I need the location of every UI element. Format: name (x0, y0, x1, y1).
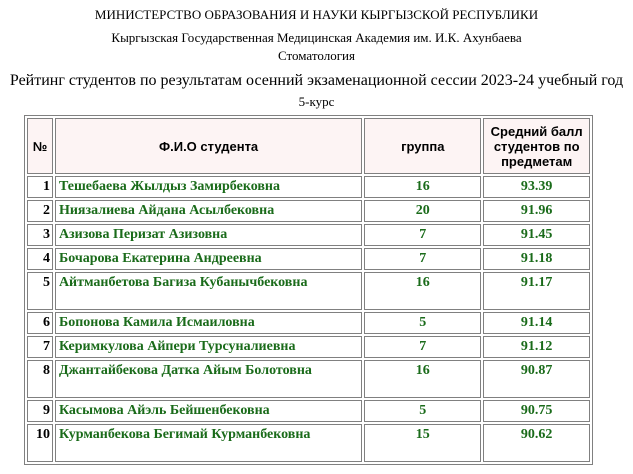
row-number: 2 (27, 200, 53, 222)
student-name: Касымова Айэль Бейшенбековна (55, 400, 362, 422)
student-score: 91.12 (483, 336, 590, 358)
faculty-title: Стоматология (278, 48, 355, 63)
rating-table (24, 115, 593, 465)
student-group: 15 (364, 424, 481, 462)
table-row (27, 424, 590, 462)
col-number-header: № (27, 118, 53, 174)
student-score: 91.96 (483, 200, 590, 222)
table-row (27, 224, 590, 246)
student-name: Айтманбетова Багиза Кубанычбековна (55, 272, 362, 310)
student-score: 90.75 (483, 400, 590, 422)
row-number: 1 (27, 176, 53, 198)
student-name: Керимкулова Айпери Турсуналиевна (55, 336, 362, 358)
ministry-title: МИНИСТЕРСТВО ОБРАЗОВАНИЯ И НАУКИ КЫРГЫЗСКОЙ РЕСПУБЛИКИ (94, 7, 539, 22)
student-name: Тешебаева Жылдыз Замирбековна (55, 176, 362, 198)
table-row (27, 312, 590, 334)
rating-title: Рейтинг студентов по результатам осенний экзаменационной сессии 2023-24 учебный год (9, 72, 624, 89)
student-name: Азизова Перизат Азизовна (55, 224, 362, 246)
student-score: 91.45 (483, 224, 590, 246)
row-number: 10 (27, 424, 53, 462)
student-group: 7 (364, 336, 481, 358)
student-group: 16 (364, 176, 481, 198)
table-row (27, 200, 590, 222)
table-row (27, 400, 590, 422)
row-number: 5 (27, 272, 53, 310)
student-group: 5 (364, 400, 481, 422)
student-score: 91.14 (483, 312, 590, 334)
student-group: 7 (364, 224, 481, 246)
row-number: 4 (27, 248, 53, 270)
row-number: 8 (27, 360, 53, 398)
student-group: 16 (364, 360, 481, 398)
student-name: Бочарова Екатерина Андреевна (55, 248, 362, 270)
row-number: 7 (27, 336, 53, 358)
student-score: 90.87 (483, 360, 590, 398)
academy-title: Кыргызская Государственная Медицинская Академия им. И.К. Ахунбаева (111, 30, 522, 45)
row-number: 3 (27, 224, 53, 246)
student-name: Джантайбекова Датка Айым Болотовна (55, 360, 362, 398)
student-group: 20 (364, 200, 481, 222)
student-name: Ниязалиева Айдана Асылбековна (55, 200, 362, 222)
table-row (27, 360, 590, 398)
col-name-header: Ф.И.О студента (55, 118, 362, 174)
student-group: 7 (364, 248, 481, 270)
student-score: 90.62 (483, 424, 590, 462)
student-group: 16 (364, 272, 481, 310)
student-score: 93.39 (483, 176, 590, 198)
table-header-row (27, 118, 590, 174)
row-number: 9 (27, 400, 53, 422)
row-number: 6 (27, 312, 53, 334)
student-name: Бопонова Камила Исмаиловна (55, 312, 362, 334)
table-row (27, 176, 590, 198)
table-row (27, 336, 590, 358)
table-row (27, 248, 590, 270)
student-score: 91.18 (483, 248, 590, 270)
table-row (27, 272, 590, 310)
student-name: Курманбекова Бегимай Курманбековна (55, 424, 362, 462)
col-group-header: группа (364, 118, 481, 174)
student-score: 91.17 (483, 272, 590, 310)
course-label: 5-курс (298, 94, 335, 109)
student-group: 5 (364, 312, 481, 334)
col-score-header: Средний балл студентов по предметам (483, 118, 590, 174)
